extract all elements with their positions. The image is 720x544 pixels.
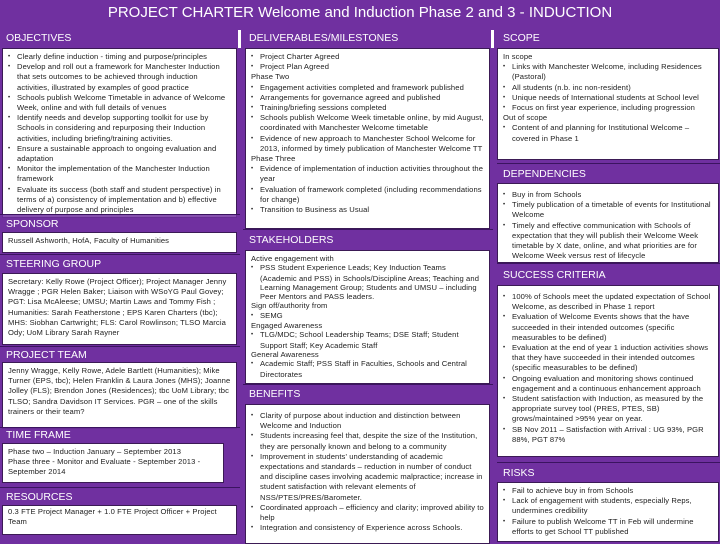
project-team-header: PROJECT TEAM bbox=[0, 346, 240, 362]
bullet-item: • SB Nov 2011 – Satisfaction with Arrival : UG 93%, PGR 88%, PGT 87% bbox=[503, 425, 713, 445]
text-line: Russell Ashworth, HofA, Faculty of Humanities bbox=[8, 236, 170, 245]
bullet-item: • Develop and roll out a framework for Manchester Induction that sets outcomes to be achieved through induction activities, illustrated by examples of good practice bbox=[8, 62, 231, 93]
bullet-item: • Schools publish Welcome Timetable in advance of Welcome Week, online and with full details of venues bbox=[8, 93, 231, 113]
scope-box bbox=[497, 48, 719, 160]
bullet-item: • All students (n.b. inc non-resident) bbox=[503, 83, 713, 93]
sponsor-header: SPONSOR bbox=[0, 214, 240, 232]
resources-header: RESOURCES bbox=[0, 487, 240, 505]
bullet-item: • Timely and effective communication with Schools of expectation that they will publish their Welcome Week timetable by X date, online, and what priorities are for Welcome Week versus rest of lifecycle bbox=[503, 221, 713, 262]
bullet-item: • Arrangements for governance agreed and published bbox=[251, 93, 484, 103]
steering-group-header: STEERING GROUP bbox=[0, 254, 240, 273]
bullet-item: • Clarity of purpose about induction and distinction between Welcome and Induction bbox=[251, 411, 484, 431]
deliverables-box bbox=[245, 48, 490, 229]
text-line: 0.3 FTE Project Manager + 1.0 FTE Project Officer + Project Team bbox=[8, 507, 217, 527]
bullet-item: • Engagement activities completed and framework published bbox=[251, 83, 484, 93]
bullet-item: • Training/briefing sessions completed bbox=[251, 103, 484, 113]
benefits-header: BENEFITS bbox=[243, 384, 493, 402]
success-criteria-box bbox=[497, 285, 719, 457]
sponsor-box bbox=[2, 232, 237, 253]
text-line: Secretary: Kelly Rowe (Project Officer); Project Manager Jenny Wragge ; PGR Helen Baker; Liaison with WSoYG Paul Govey; PGT: Lisa McAleese; UMSU; Martin Laws and Tommy Fish ; Humanities: Sarah Featherstone ; EPS Karen Charters (tbc); MHS: Siobhan Cartwright; FLS: Carol Rowlinson; TLSO Marcia Ody; UoM Library Sarah Rayner bbox=[8, 277, 227, 338]
bullet-item: • 100% of Schools meet the updated expectation of School Welcome, as described in Phase 1 report bbox=[503, 292, 713, 312]
text-line: Phase Three bbox=[251, 154, 296, 164]
stakeholders-header: STAKEHOLDERS bbox=[243, 229, 493, 250]
dependencies-box bbox=[497, 183, 719, 263]
text-line: General Awareness bbox=[251, 349, 319, 359]
bullet-item: • Clearly define induction - timing and purpose/principles bbox=[8, 52, 231, 62]
bullet-item: • Evidence of new approach to Manchester School Welcome for 2013, informed by timely publication of Manchester Welcome TT bbox=[251, 134, 484, 154]
bullet-item: • Students increasing feel that, despite the size of the Institution, they are personally known and belong to a community bbox=[251, 431, 484, 451]
bullet-item: • Transition to Business as Usual bbox=[251, 205, 484, 215]
objectives-box bbox=[2, 48, 237, 218]
bullet-item: • TLG/MDC; School Leadership Teams; DSE Staff; Student Support Staff; Key Academic Staff bbox=[251, 330, 484, 350]
text-line: Phase three - Monitor and Evaluate - September 2013 - September 2014 bbox=[8, 457, 201, 477]
objectives-header: OBJECTIVES bbox=[0, 28, 238, 48]
dependencies-header: DEPENDENCIES bbox=[497, 163, 720, 183]
page-title: PROJECT CHARTER Welcome and Induction Phase 2 and 3 - INDUCTION bbox=[107, 4, 613, 21]
text-line: Jenny Wragge, Kelly Rowe, Adele Bartlett (Humanities); Mike Turner (EPS, tbc); Helen Franklin & Laura Jones (MHS); Joanne Jolley (FLS); Brendon Jones (Residences); tbc UoM Library; tbc TLSO; Sandra Davidson IT Services. PGR – one of the skills trainers or their team? bbox=[8, 366, 231, 416]
risks-header: RISKS bbox=[497, 462, 720, 482]
project-team-box bbox=[2, 362, 237, 429]
resources-box bbox=[2, 505, 237, 535]
bullet-item: • Unique needs of International students at School level bbox=[503, 93, 713, 103]
text-line: Phase Two bbox=[251, 72, 290, 82]
bullet-item: • Academic Staff; PSS Staff in Faculties, Schools and Central Directorates bbox=[251, 359, 484, 379]
bullet-item: • SEMG bbox=[251, 311, 484, 321]
bullet-item: • Evaluate its success (both staff and student perspective) in terms of a) consistency of implementation and b) effective delivery of purpose and principles bbox=[8, 185, 231, 216]
bullet-item: • Buy in from Schools bbox=[503, 190, 713, 200]
benefits-box bbox=[245, 404, 490, 544]
text-line: Engaged Awareness bbox=[251, 321, 323, 331]
bullet-item: • Schools publish Welcome Week timetable online, by mid August, coordinated with Manchester Welcome timetable bbox=[251, 113, 484, 133]
bullet-item: • Evaluation of framework completed (including recommendations for change) bbox=[251, 185, 484, 205]
bullet-item: • Coordinated approach – efficiency and clarity; improved ability to help bbox=[251, 503, 484, 523]
deliverables-header: DELIVERABLES/MILESTONES bbox=[243, 28, 491, 48]
bullet-item: • Evaluation at the end of year 1 induction activities shows that they have succeeded in their intended outcomes (specific measurables to be defined) bbox=[503, 343, 713, 374]
time-frame-header: TIME FRAME bbox=[0, 427, 240, 442]
text-line: Sign off/authority from bbox=[251, 301, 328, 311]
text-line: Phase two – Induction January – September 2013 bbox=[8, 447, 182, 456]
time-frame-box bbox=[2, 443, 224, 483]
bullet-item: • Integration and consistency of Experience across Schools. bbox=[251, 523, 484, 533]
bullet-item: • Ongoing evaluation and monitoring shows continued engagement and a continuous enhancement approach bbox=[503, 374, 713, 394]
bullet-item: • Focus on first year experience, including progression bbox=[503, 103, 713, 113]
bullet-item: • Failure to publish Welcome TT in Feb will undermine efforts to get School TT published bbox=[503, 517, 713, 537]
bullet-item: • Content of and planning for Institutional Welcome – covered in Phase 1 bbox=[503, 123, 713, 143]
bullet-item: • Student satisfaction with Induction, as measured by the appropriate survey tool (PRES, PTES, SB) grows/maintained >95% year on year. bbox=[503, 394, 713, 425]
bullet-item: • Evaluation of Welcome Events shows that the have succeeded in their intended outcomes (specific measurables to be defined) bbox=[503, 312, 713, 343]
bullet-item: • Project Charter Agreed bbox=[251, 52, 484, 62]
text-line: Active engagement with bbox=[251, 254, 334, 263]
bullet-item: • Project Plan Agreed bbox=[251, 62, 484, 72]
bullet-item: • Fail to achieve buy in from Schools bbox=[503, 486, 713, 496]
scope-header: SCOPE bbox=[497, 28, 720, 48]
bullet-item: • Identify needs and develop supporting toolkit for use by Schools in considering and repurposing their Induction activities, including briefing/training activities. bbox=[8, 113, 231, 144]
risks-box bbox=[497, 482, 719, 542]
bullet-item: • PSS Student Experience Leads; Key Induction Teams (Academic and PSS) in Schools/Discipline Areas; Teaching and Learning Management Group; Students and UMSU – including Peer Mentors and PASS leaders. bbox=[251, 263, 484, 301]
steering-group-box bbox=[2, 273, 237, 345]
bullet-item: • Ensure a sustainable approach to ongoing evaluation and adaptation bbox=[8, 144, 231, 164]
success-criteria-header: SUCCESS CRITERIA bbox=[497, 263, 720, 285]
column-divider bbox=[238, 30, 241, 48]
stakeholders-box bbox=[245, 250, 490, 384]
column-divider bbox=[491, 30, 494, 48]
bullet-item: • Monitor the implementation of the Manchester Induction framework bbox=[8, 164, 231, 184]
text-line: In scope bbox=[503, 52, 533, 61]
bullet-item: • Evidence of implementation of induction activities throughout the year bbox=[251, 164, 484, 184]
bullet-item: • Improvement in students' understanding of academic expectations and standards – reduction in number of conduct and discipline cases involving academic malpractice; increase in student satisfaction with relevant elements of NSS/PTES/PRES/Barometer. bbox=[251, 452, 484, 503]
bullet-item: • Links with Manchester Welcome, including Residences (Pastoral) bbox=[503, 62, 713, 82]
bullet-item: • Timely publication of a timetable of events for Institutional Welcome bbox=[503, 200, 713, 220]
bullet-item: • Lack of engagement with students, especially Reps, undermines credibility bbox=[503, 496, 713, 516]
text-line: Out of scope bbox=[503, 113, 548, 123]
